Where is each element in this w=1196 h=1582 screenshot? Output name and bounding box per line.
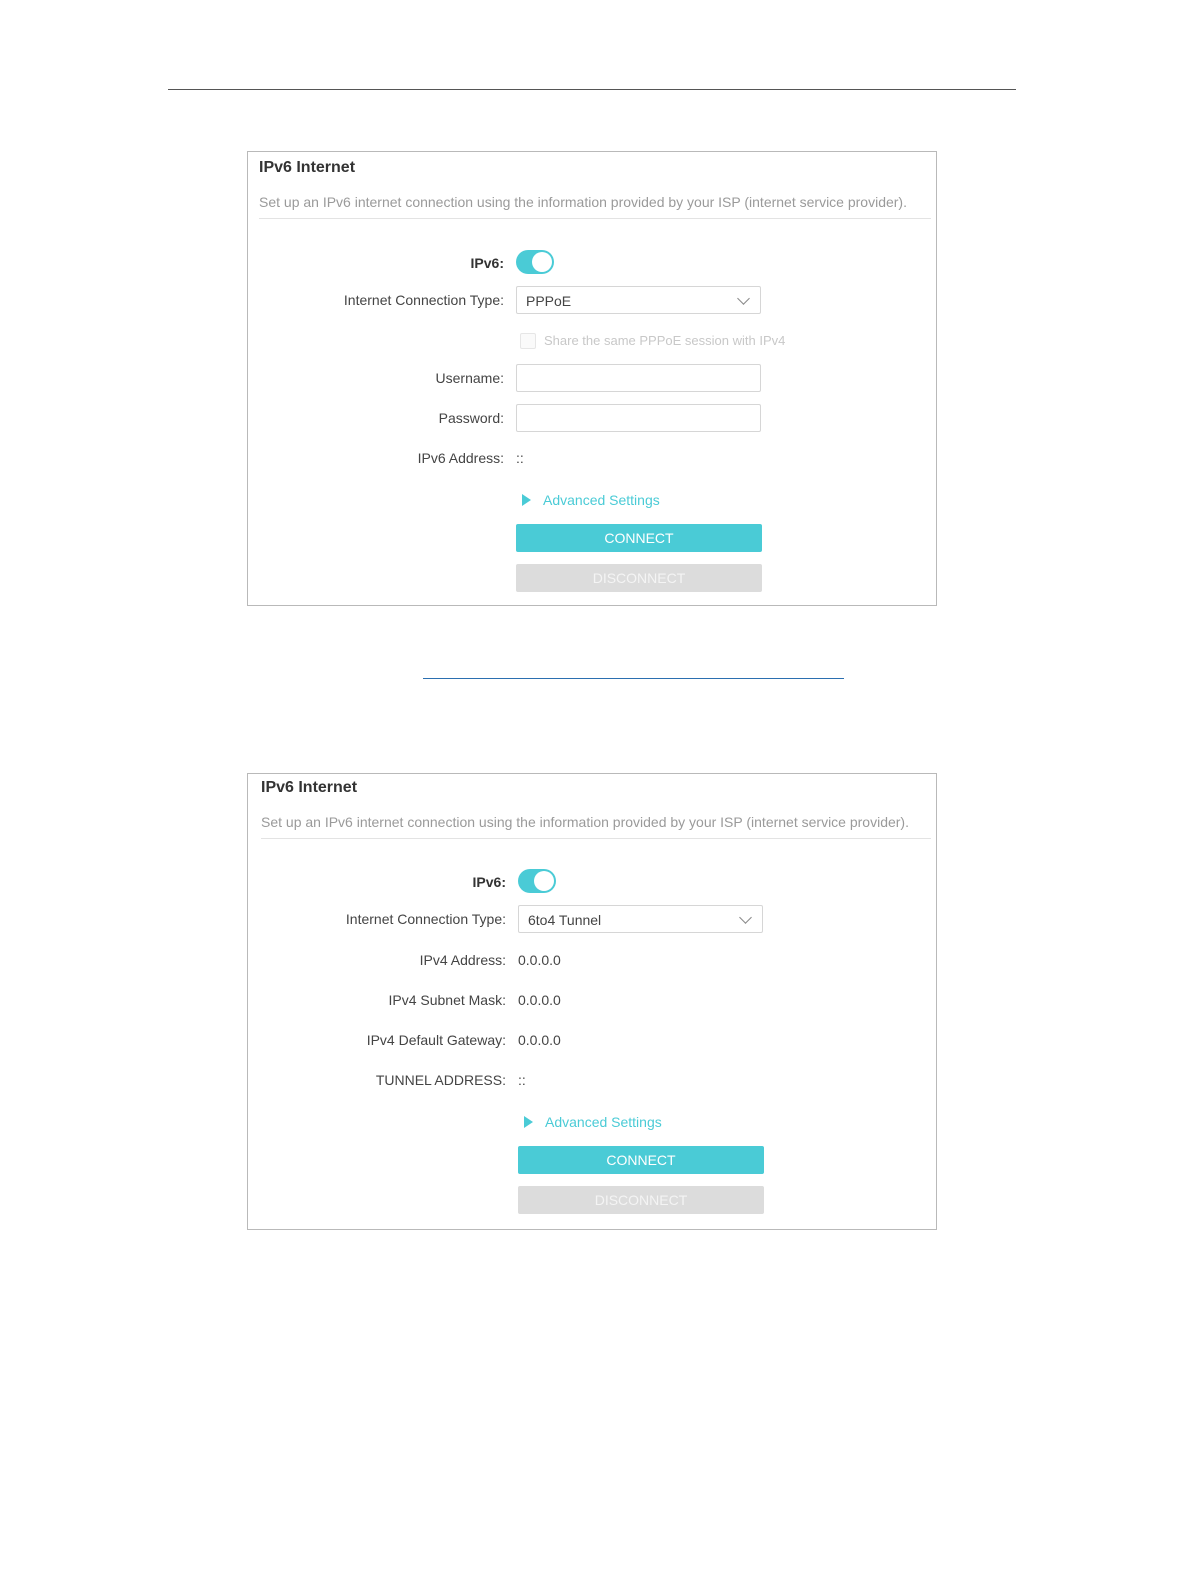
share-session-checkbox[interactable] bbox=[520, 333, 536, 349]
password-label: Password: bbox=[438, 410, 504, 426]
advanced-settings-row bbox=[248, 486, 936, 514]
advanced-settings-label: Advanced Settings bbox=[543, 492, 660, 508]
advanced-settings-row bbox=[248, 1108, 936, 1136]
connect-button[interactable]: CONNECT bbox=[516, 524, 762, 552]
toggle-knob bbox=[534, 871, 554, 891]
panel-title: IPv6 Internet bbox=[261, 779, 358, 796]
tunnel-address-row bbox=[248, 1066, 936, 1094]
page-header-rule bbox=[168, 89, 1016, 90]
toggle-knob bbox=[532, 252, 552, 272]
ipv6-label: IPv6: bbox=[470, 255, 504, 271]
ipv4-subnet-mask-label: IPv4 Subnet Mask: bbox=[388, 992, 506, 1008]
ipv4-subnet-mask-value: 0.0.0.0 bbox=[518, 992, 561, 1008]
username-input[interactable] bbox=[516, 364, 761, 392]
ipv6-internet-panel-pppoe bbox=[247, 151, 937, 606]
ipv6-address-value: :: bbox=[516, 450, 524, 466]
connection-type-row bbox=[248, 905, 936, 933]
password-row bbox=[248, 404, 936, 432]
divider bbox=[261, 838, 931, 839]
panel-description: Set up an IPv6 internet connection using the information provided by your ISP (internet service provider). bbox=[259, 194, 907, 210]
ipv6-toggle-row bbox=[248, 868, 936, 896]
ipv6-toggle[interactable] bbox=[518, 869, 556, 893]
username-row bbox=[248, 364, 936, 392]
ipv6-toggle[interactable] bbox=[516, 250, 554, 274]
ipv4-address-label: IPv4 Address: bbox=[419, 952, 506, 968]
advanced-settings-link[interactable] bbox=[524, 1114, 662, 1130]
username-label: Username: bbox=[435, 370, 504, 386]
ipv4-gateway-label: IPv4 Default Gateway: bbox=[366, 1032, 506, 1048]
password-input[interactable] bbox=[516, 404, 761, 432]
chevron-down-icon bbox=[737, 292, 750, 305]
connection-type-label: Internet Connection Type: bbox=[343, 292, 504, 308]
share-session-label: Share the same PPPoE session with IPv4 bbox=[544, 333, 786, 348]
ipv4-address-value: 0.0.0.0 bbox=[518, 952, 561, 968]
expand-triangle-icon bbox=[522, 494, 531, 506]
disconnect-button[interactable]: DISCONNECT bbox=[518, 1186, 764, 1214]
ipv6-toggle-row bbox=[248, 249, 936, 277]
connection-type-value: PPPoE bbox=[526, 293, 572, 309]
connection-type-row bbox=[248, 286, 936, 314]
ipv4-address-row bbox=[248, 946, 936, 974]
ipv4-gateway-value: 0.0.0.0 bbox=[518, 1032, 561, 1048]
connection-type-label: Internet Connection Type: bbox=[345, 911, 506, 927]
connection-type-value: 6to4 Tunnel bbox=[528, 912, 602, 928]
ipv4-gateway-row bbox=[248, 1026, 936, 1054]
tunnel-address-value: :: bbox=[518, 1072, 526, 1088]
advanced-settings-label: Advanced Settings bbox=[545, 1114, 662, 1130]
ipv6-address-row bbox=[248, 444, 936, 472]
connection-type-select[interactable] bbox=[516, 286, 761, 314]
expand-triangle-icon bbox=[524, 1116, 533, 1128]
ipv6-internet-panel-6to4 bbox=[247, 773, 937, 1230]
connection-type-select[interactable] bbox=[518, 905, 763, 933]
advanced-settings-link[interactable] bbox=[522, 492, 660, 508]
link-underline bbox=[423, 678, 844, 679]
ipv6-label: IPv6: bbox=[472, 874, 506, 890]
ipv4-subnet-mask-row bbox=[248, 986, 936, 1014]
connect-button[interactable]: CONNECT bbox=[518, 1146, 764, 1174]
share-session-row bbox=[248, 329, 936, 357]
tunnel-address-label: TUNNEL ADDRESS: bbox=[375, 1072, 506, 1088]
disconnect-button[interactable]: DISCONNECT bbox=[516, 564, 762, 592]
divider bbox=[259, 218, 931, 219]
panel-description: Set up an IPv6 internet connection using the information provided by your ISP (internet service provider). bbox=[261, 814, 909, 830]
ipv6-address-label: IPv6 Address: bbox=[417, 450, 504, 466]
chevron-down-icon bbox=[739, 911, 752, 924]
panel-title: IPv6 Internet bbox=[259, 159, 356, 176]
